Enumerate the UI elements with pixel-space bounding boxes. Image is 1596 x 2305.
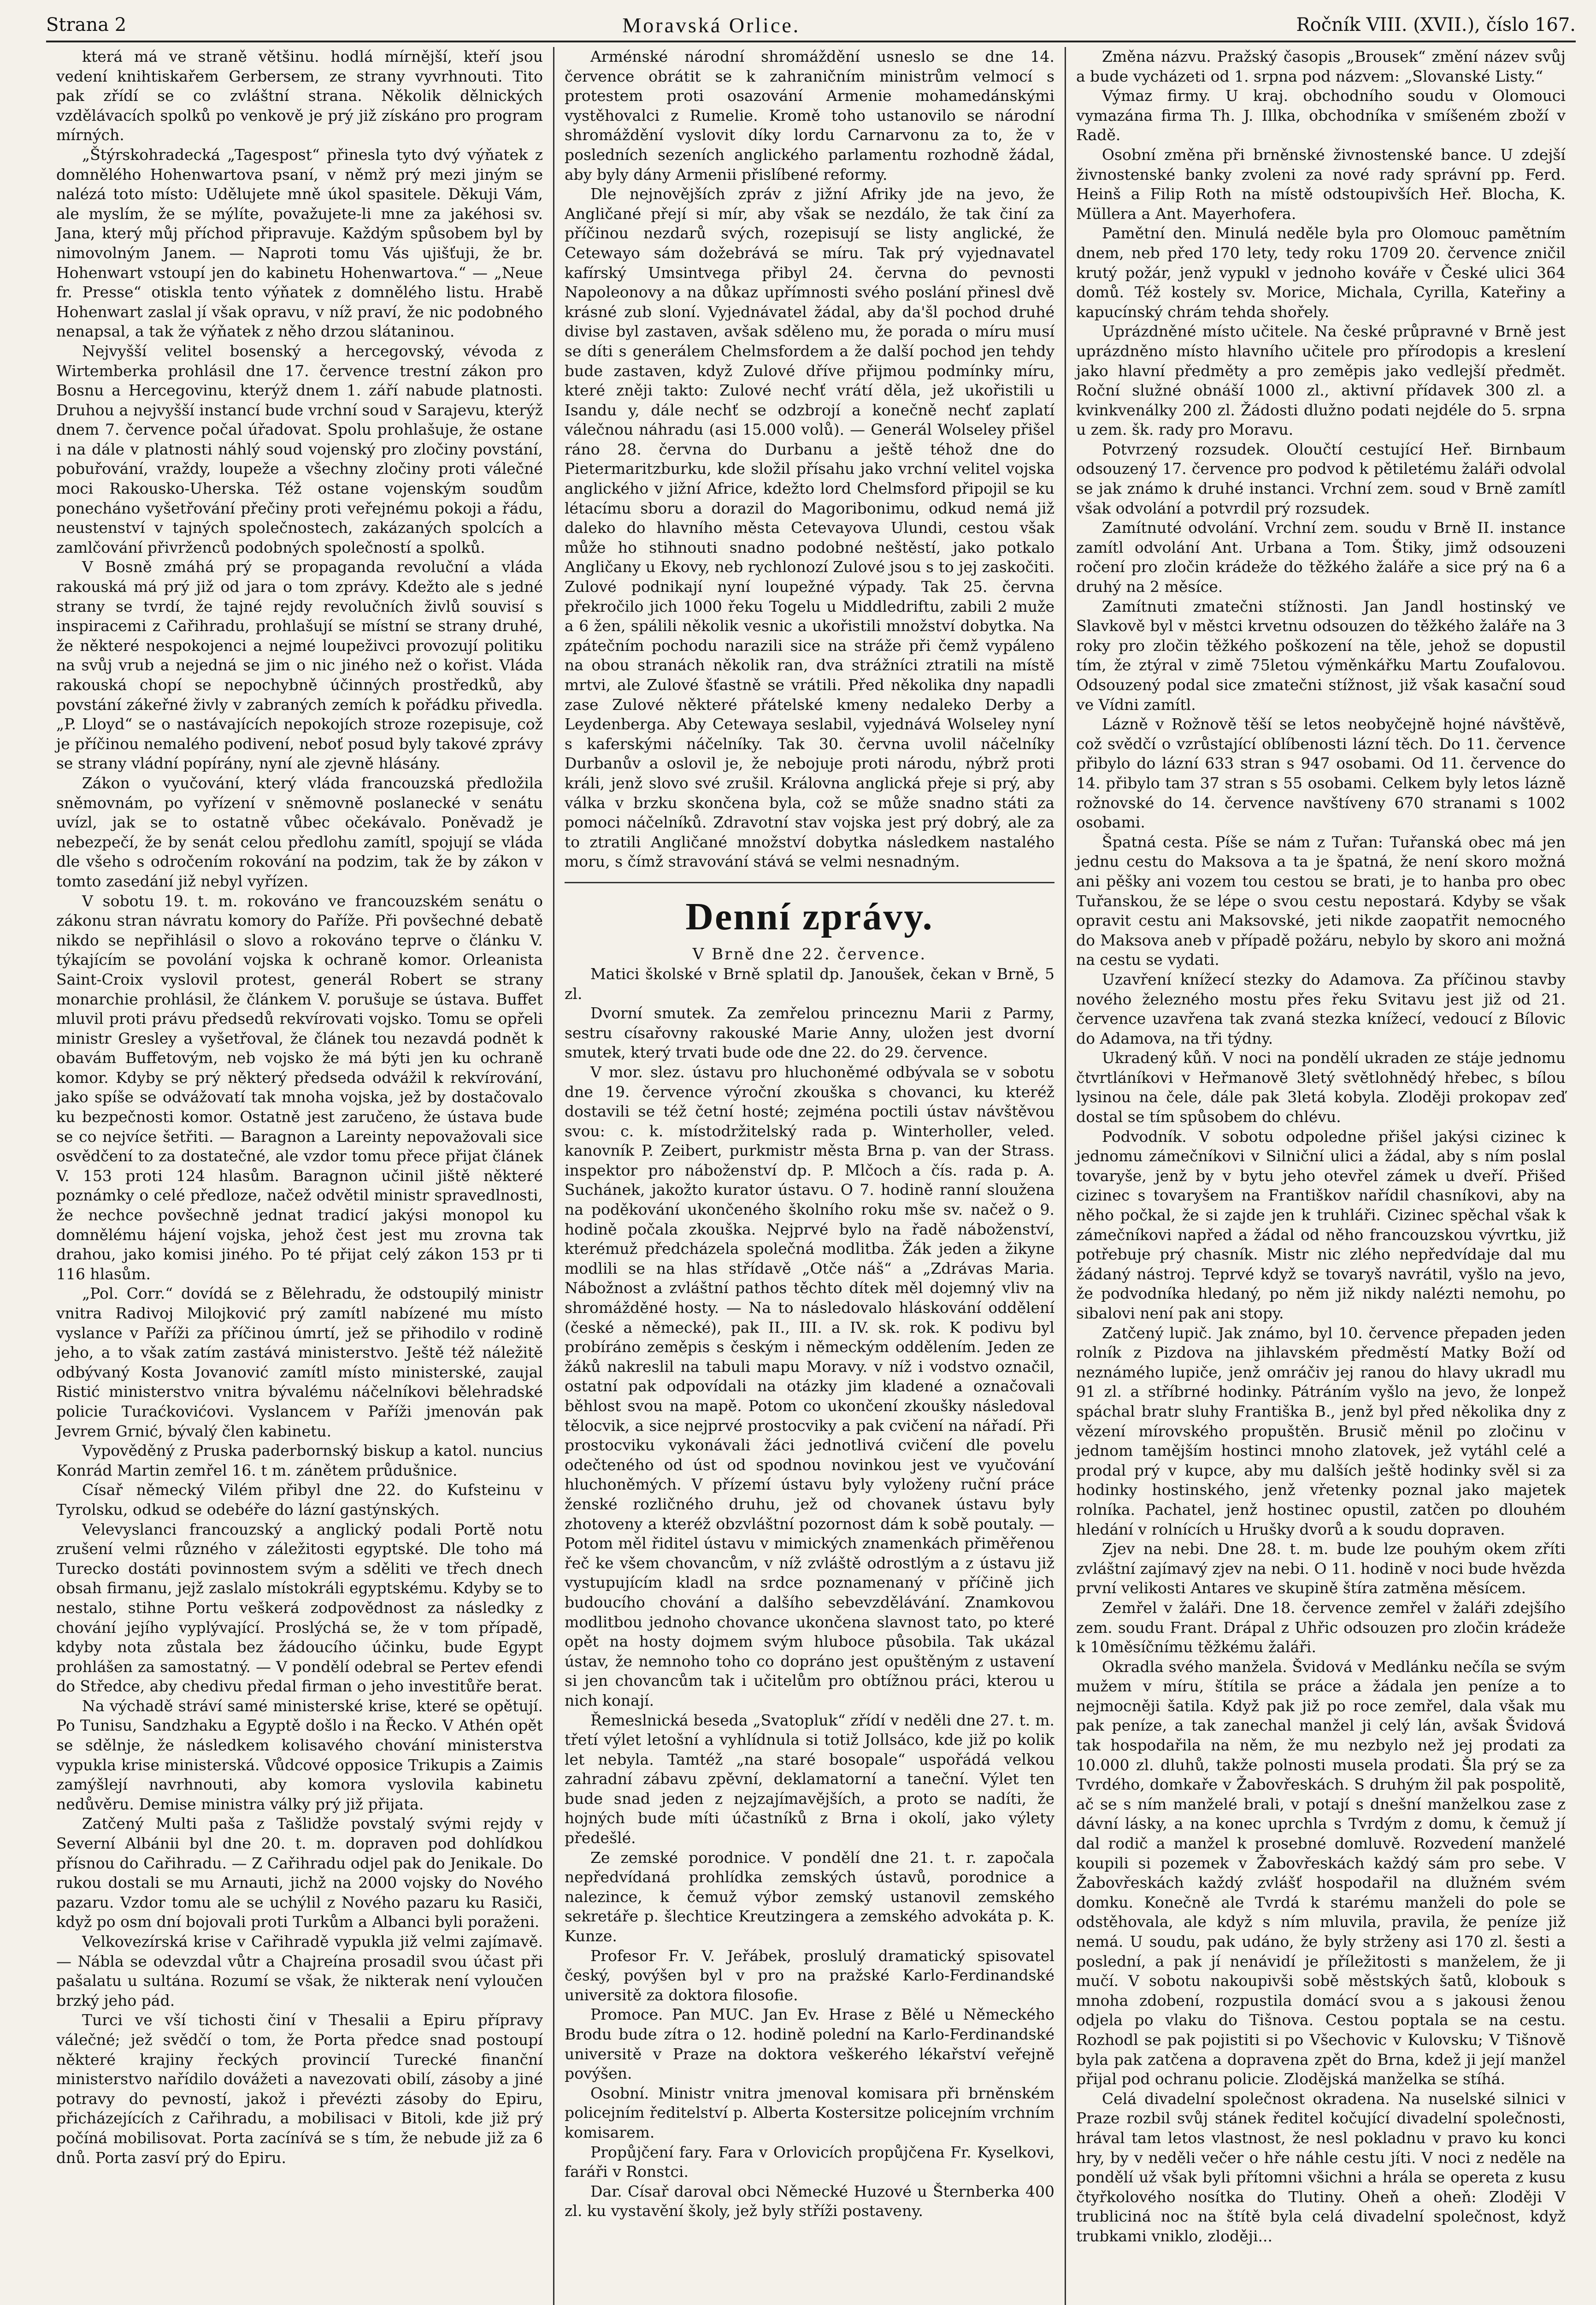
page-header bbox=[46, 12, 1576, 38]
column-1 bbox=[46, 47, 553, 2305]
article-paragraph: V Bosně zmáhá prý se propaganda revoluční a vláda rakouská má prý již od jara o tom zprávy. Kdežto ale s jedné strany se tvrdí, že tajné rejdy revolučních živlů souvisí s inspiracemi z Cařihradu, prohlašují se místní se strany druhé, že některé nespokojenci a nejmé loupeživci provozují politiku na svůj vrub a nejedná se jim o nic jiného než o kořist. Vláda rakouská chopí se nepochybně účinných prostředků, aby povstání zákeřné živly v zabraných zemích k pořádku přivedla. „P. Lloyd“ se o nastávajících nepokojích stroze rozepisuje, což je příčinou nemalého podivení, neboť posud byly takové zprávy se strany vládní popírány, nyní ale zjevně hlásány. bbox=[56, 558, 543, 773]
news-item: Dar. Císař daroval obci Německé Huzové u Šternberka 400 zl. ku vystavění školy, jež byly stříži postaveny. bbox=[565, 2182, 1054, 2220]
news-item: Změna názvu. Pražský časopis „Brousek“ změní název svůj a bude vycházeti od 1. srpna pod názvem: „Slovanské Listy.“ bbox=[1076, 47, 1566, 85]
header-rule bbox=[46, 41, 1576, 42]
article-paragraph: Turci ve vší tichosti činí v Thesalii a Epiru přípravy válečné; jež svědčí o tom, že Porta předce snad postoupí některé krajiny řeckých provincií Turecké finanční ministerstvo nařídilo dovážeti a navezovati obilí, zásoby a jiné potravy do pevností, jakož i převézti zásoby do Epiru, přicházejících z Cařihradu, a mobilisaci v Bitoli, kde již prý počíná mobilisovat. Porta zacínívá se s tím, že nebude již za 6 dnů. Porta zasví prý do Epiru. bbox=[56, 2011, 543, 2167]
section-heading: Denní zprávy. bbox=[685, 895, 934, 938]
article-paragraph: Vypověděný z Pruska paderbornský biskup a katol. nuncius Konrád Martin zemřel 16. t m. zánětem průdušnice. bbox=[56, 1442, 543, 1479]
article-paragraph: která má ve straně většinu. hodlá mírnější, kteří jsou vedení knihtiskařem Gerbersem, ze strany vyvrhnouti. Tito pak zřídí se co zvláštní strana. Několik dělnických vzdělávacích spolků po venkově je prý již získáno pro program mírných. bbox=[56, 47, 543, 144]
columns bbox=[46, 47, 1576, 2305]
article-paragraph: „Pol. Corr.“ dovídá se z Bělehradu, že odstoupilý ministr vnitra Radivoj Milojković prý zamítl nabízené mu místo vyslance v Paříži za příčinou úmrtí, jež se přihodilo v rodině jeho, a to však zatím zastává ministerstvo. Ještě též náležitě odbývaný Kosta Jovanović zamítl místo ministerské, zaujal Ristić ministerstvo vnitra bývalému náčelníkovi bělehradské policie Turaćkovićovi. Vyslancem v Paříži jmenován pak Jevrem Grnić, bývalý člen kabinetu. bbox=[56, 1284, 543, 1440]
news-item: Ze zemské porodnice. V pondělí dne 21. t. r. započala nepředvídaná prohlídka zemských ústavů, porodnice a nalezince, k čemuž výbor zemský ustanovil zemského sekretáře p. šlechtice Kreutzingera a zemského advokáta p. K. Kunze. bbox=[565, 1848, 1054, 1945]
news-item: Matici školské v Brně splatil dp. Janoušek, čekan v Brně, 5 zl. bbox=[565, 964, 1054, 1003]
news-item: Profesor Fr. V. Jeřábek, proslulý dramatický spisovatel český, povýšen byl v pro na pražské Karlo-Ferdinandské universitě za doktora filosofie. bbox=[565, 1946, 1054, 2004]
article-paragraph: V sobotu 19. t. m. rokováno ve francouzském senátu o zákonu stran návratu komory do Paříže. Při povšechné debatě nikdo se nepřihlásil o slovo a rokováno teprve o článku V. týkajícím se povolání vojska k ochraně komor. Orleanista Saint-Croix vyslovil protest, generál Robert se strany monarchie prohlásil, že článkem V. porušuje se ústava. Buffet mluvil proti právu předsedů rekvírovati vojsko. Tomu se opřeli ministr Gresley a vyšetřoval, že článek tou nezavdá podnět k obavám Buffetovým, neb vojsko že má býti jen ku ochraně komor. Kdyby se prý některý předseda odvážil k rekvírování, jako spíše se odvážovatí tak mnoha vojska, jež by dostačovalo ku bezpečnosti komor. Ostatně jest zaručeno, že ústava bude se co nejvíce šetřiti. — Baragnon a Lareinty nepovažovali sice osvědčení to za dostatečné, ale vzdor tomu přece přijat článek V. 153 proti 124 hlasům. Baragnon učinil jiště některé poznámky o celé předloze, načež odvětil ministr spravedlnosti, že nechce povšechně jednat tradicí jakýsi monopol ku domnělému hájení vojska, jehož čest jest mu zrovna tak drahou, jako komisi jiného. Po té přijat celý zákon 153 pr ti 116 hlasům. bbox=[56, 892, 543, 1283]
article-paragraph: Nejvyšší velitel bosenský a hercegovský, vévoda z Wirtemberka prohlásil dne 17. července trestní zákon pro Bosnu a Hercegovinu, kterýž dnem 1. září nabude platnosti. Druhou a nejvyšší instancí bude vrchní soud v Sarajevu, kterýž dnem 7. července počal úřadovat. Spolu prohlašuje, že ostane i na dále v platnosti náhlý soud vojenský pro zločiny povstání, pobuřování, vraždy, loupeže a všechny zločiny proti válečné moci Rakousko-Uherska. Též ostane vojenským soudům ponecháno vyšetřování přečiny proti veřejnému pokoji a řádu, neustenství v tajných společnostech, zakázaných spolcích a zamlčování přivrženců podobných společností a spolků. bbox=[56, 342, 543, 556]
news-item: Špatná cesta. Píše se nám z Tuřan: Tuřanská obec má jen jednu cestu do Maksova a ta je špatná, že není skoro možná ani pěšky ani vozem tou cestou se brati, je to hanba pro obec Tuřanskou, že se lépe o svou cestu nepostará. Kdyby se však opravit cestu ani Maksovské, jeti nikde zaopatřit nemocného do Maksova aneb v případě požáru, nebylo by skoro ani možná na cestu se vydati. bbox=[1076, 833, 1566, 969]
news-item: Okradla svého manžela. Švidová v Medlánku nečíla se svým mužem v míru, štítila se práce a žádala jen peníze a to nejmocněji šatila. Když pak již po roce zemřel, dala však mu pak peníze, a tak zanechal manžel ji celý lán, avšak Švidová tak hospodařila na něm, že mu nezbylo než jej prodati za 10.000 zl. dluhů, takže polnosti musela prodati. Šla prý se za Tvrdého, domkaře v Žabovřeskách. S druhým žil pak pospolitě, ač se s ním manželé brali, v potají s dnešní manželkou zase z dávní lásky, a na konec uprchla s Tvrdým z domu, k čemuž jí dal rodič a manžel k prosebné domluvě. Rozvedení manželé koupili si pozemek v Žabovřeskách každý sám pro sebe. V Žabovřeskách každý zvlášť hospodařil na dlužném svém domku. Konečně ale Tvrdá k starému manželi do pole se odstěhovala, ale když s ním mluvila, pravila, že peníze již nemá. U soudu, pak udáno, že byly strženy asi 170 zl. šesti a poslední, a pak jí nenávidí je příležitosti s manželem, že ji mučí. V sobotu nakoupivši sobě městských šatů, klobouk s mnoha zdobení, rozpustila domácí svou a s jakousi ženou odjela po vlaku do Tišnova. Cestou poptala se na cestu. Rozhodl se pak pojistiti si po Všechovic v Kulovsku; V Tišnově byla pak zatčena a dopravena zpět do Brna, kdež ji její manžel přijal pod ochranu policie. Zlodějská manželka se stíhá. bbox=[1076, 1657, 1566, 2088]
news-item: Zatčený lupič. Jak známo, byl 10. července přepaden jeden rolník z Pizdova na jihlavském předměstí Matky Boží od neznámého lupiče, jenž omráčiv jej ranou do hlavy ukradl mu 91 zl. a stříbrné hodinky. Pátráním vyšlo na jevo, že lonpež spáchal bratr sluhy Františka B., jenž byl před několika dny z vězení mírovského propuštěn. Brusič měnil po zločinu v jednom tamějším hostinci mnoho zlatovek, jež vytáhl celé a prodal prý v kupce, aby mu dalších ještě hodinky svěl si za hodinky hostinského, jenž vřetenky poznal jako majetek rolníka. Pachatel, jenž hostinec opustil, zatčen po dlouhém hledání v rolnících u Hrušky dvorů a k soudu dopraven. bbox=[1076, 1324, 1566, 1538]
article-paragraph: Velevyslanci francouzský a anglický podali Portě notu zrušení velmi různého v záležitosti egyptské. Dle toho má Turecko dostáti povinnostem svým a sděliti ve třech dnech obsah firmanu, jejž zaslalo místokráli egyptskému. Kdyby se to nestalo, stihne Portu veškerá zodpovědnost za následky z chování jejího vyplývající. Proslýchá se, že v tom případě, kdyby nota zůstala bez žádoucího účinku, bude Egypt prohlášen za samostatný. — V pondělí odebral se Pertev efendi do Středce, aby chedivu předal firman o jeho investitůře berat. bbox=[56, 1520, 543, 1696]
news-item: Výmaz firmy. U kraj. obchodního soudu v Olomouci vymazána firma Th. J. Illka, obchodníka v smíšeném zboží v Radě. bbox=[1076, 87, 1566, 144]
news-item: Potvrzený rozsudek. Oloučtí cestující Heř. Birnbaum odsouzený 17. července pro podvod k pětiletému žaláři odvolal se jak známo k druhé instanci. Vrchní zem. soud v Brně zamítl však odvolání a potvrdil prý rozsudek. bbox=[1076, 440, 1566, 517]
news-item: Lázně v Rožnově těší se letos neobyčejně hojné návštěvě, což svědčí o vzrůstající oblíbenosti lázní těch. Do 11. července přibylo do lázní 633 stran s 947 osobami. Od 11. července do 14. přibylo tam 37 stran s 55 osobami. Celkem byly letos lázně rožnovské do 14. července navštíveny 670 stranami s 1002 osobami. bbox=[1076, 715, 1566, 832]
page-number: Strana 2 bbox=[46, 14, 127, 35]
news-item: Zjev na nebi. Dne 28. t. m. bude lze pouhým okem zříti zvláštní zajímavý zjev na nebi. O 11. hodině v noci bude hvězda první velikosti Antares ve skupině štíra zatměna měsícem. bbox=[1076, 1540, 1566, 1597]
news-item: Zemřel v žaláři. Dne 18. července zemřel v žaláři zdejšího zem. soudu Frant. Drápal z Uhřic odsouzen pro zločin krádeže k 10měsíčnímu těžkému žaláři. bbox=[1076, 1598, 1566, 1656]
news-item: Dvorní smutek. Za zemřelou princeznu Marii z Parmy, sestru císařovny rakouské Marie Anny, uložen jest dvorní smutek, který trvati bude ode dne 22. do 29. července. bbox=[565, 1004, 1054, 1062]
news-item: Osobní. Ministr vnitra jmenoval komisara při brněnském policejním ředitelství p. Alberta Kostersitze policejním vrchním komisarem. bbox=[565, 2084, 1054, 2141]
article-paragraph: Dle nejnovějších zpráv z jižní Afriky jde na jevo, že Angličané přejí si mír, aby však se nezdálo, že tak činí za příčinou nezdarů svých, rozepisují se listy anglické, že Cetewayo sám dožebrává se míru. Tak prý vyjednavatel kafírský Umsintvega přibyl 24. června do pevnosti Napoleonovy a na důkaz upřímnosti svého poslání přinesl dvě krásné zub sloní. Vyjednávatel žádal, aby da'šl pochod druhé divise byl zastaven, avšak sděleno mu, že porada o míru musí se díti s generálem Chelmsfordem a že další pochod jen tehdy bude zastaven, když Zulové dříve přijmou podmínky míru, které zněji takto: Zulové nechť vrátí děla, jež ukořistili u Isandu y, dále nechť se odzbrojí a konečně nechť zaplatí válečnou náhradu (asi 15.000 volů). — Generál Wolseley přišel ráno 28. června do Durbanu a ještě téhož dne do Pietermaritzburku, kde složil přísahu jako vrchní velitel vojska anglického v jižní Africe, kdežto lord Chelmsford připojil se ku létacímu sboru a dorazil do Magoribonimu, odkud nemá již daleko do hlavního města Cetevayova Ulundi, cestou však může ho stihnouti snadno podobné neštěstí, jako potkalo Angličany u Ekovy, neb rychlonozí Zulové jsou s to jej zaskočiti. Zulové podnikají nyní loupežné výpady. Tak 25. června překročilo jich 1000 řeku Togelu u Middledriftu, zabili 2 muže a 6 žen, spálili několik vesnic a ukořistili množství dobytka. Na zpátečním pochodu narazili sice na stráže při čemž vypáleno na obou stranách několik ran, dva strážníci ztratili na místě mrtvi, ale Zulové šťastně se vrátili. Před několika dny napadli zase Zulové některé přátelské kmeny nedaleko Derby a Leydenberga. Aby Cetewaya seslabil, vyjednává Wolseley nyní s kaferskými náčelníky. Tak 30. června uvolil náčelníky Durbanův a oslovil je, že nebojuje proti národu, nýbrž proti králi, jenž slovo své zrušil. Královna anglická přeje si prý, aby válka v brzku skončena byla, což se může snadno státi za pomoci náčelníků. Zdravotní stav vojska jest prý dobrý, ale za to ztratili Angličané množství dobytka následkem nastalého moru, s čímž stravování stává se velmi nesnadným. bbox=[565, 185, 1054, 871]
news-item: Zamítnuti zmatečni stížnosti. Jan Jandl hostinský ve Slavkově byl v městci krvetnu odsouzen do těžkého žaláře na 3 roky pro zločin těžkého poškození na těle, jehož se dopustil tím, že ztýral v zimě 75letou výměnkářku Martu Zoufalovou. Odsouzený podal sice zmatečni stížnost, již však kasační soud ve Vídni zamítl. bbox=[1076, 597, 1566, 714]
masthead-title: Moravská Orlice. bbox=[622, 13, 801, 37]
article-paragraph: „Štýrskohradecká „Tagespost“ přinesla tyto dvý výňatek z domnělého Hohenwartova psaní, v němž prý mezi jiným se nalézá toto místo: Udělujete mně úkol spasitele. Děkuji Vám, ale myslím, že se mýlíte, považujete-li mne za jakéhosi sv. Jana, který můj příchod připravuje. Každým spůsobem byl by nimovolným Janem. — Naproti tomu Vás ujišťuji, že br. Hohenwart vstoupí jen do kabinetu Hohenwartova.“ — „Neue fr. Presse“ otiskla tento výňatek z domnělého listu. Hrabě Hohenwart zaslal jí však opravu, v níž praví, že nic podobného nenapsal, a tak že výňatek z něho drzou slátaninou. bbox=[56, 145, 543, 341]
news-item: Podvodník. V sobotu odpoledne přišel jakýsi cizinec k jednomu zámečníkovi v Silniční ulici a žádal, aby s ním poslal tovaryše, jenž by v bytu jeho otevřel zámek u dveří. Přišed cizinec s tovaryšem na Františkov nařídil chasníkovi, aby na něho počkal, že si zajde jen k truhláři. Cizinec spěchal však k zámečníkovi napřed a žádal od něho francouzskou vývrtku, již potřebuje prý chasník. Mistr nic zlého nepředvídaje dal mu žádaný nástroj. Teprvé když se tovaryš navrátil, vyšlo na jevo, že podvodníka hledaný, po něm již nikdy nalézti nemohu, po sibalovi není pak ani stopy. bbox=[1076, 1127, 1566, 1322]
news-item: Řemeslnická beseda „Svatopluk“ zřídí v neděli dne 27. t. m. třetí výlet letošní a vyhlídnula si totiž Jollsáco, kde již po kolik let nebyla. Tamtéž „na staré bosopale“ uspořádá velkou zahradní zábavu zpěvní, deklamatorní a taneční. Výlet ten bude snad jeden z nejzajímavějších, a proto se nadíti, že hojných bude míti účastníků z Brna i okolí, jako výlety předešlé. bbox=[565, 1711, 1054, 1847]
column-3 bbox=[1065, 47, 1576, 2305]
column-2 bbox=[553, 47, 1065, 2305]
news-item: Propůjčení fary. Fara v Orlovicích propůjčena Fr. Kyselkovi, faráři v Ronstci. bbox=[565, 2143, 1054, 2181]
issue-info: Ročník VIII. (XVII.), číslo 167. bbox=[1296, 14, 1576, 35]
news-item: Uzavření knížecí stezky do Adamova. Za příčinou stavby nového železného mostu přes řeku Svitavu jest již od 21. července uzavřena tak zvaná stezka knížecí, vedoucí z Bílovic do Adamova, na tři týdny. bbox=[1076, 970, 1566, 1047]
article-paragraph: Zákon o vyučování, který vláda francouzská předložila sněmovnám, po vyřízení v sněmovně poslanecké v senátu uvízl, jak se to ostatně vůbec očekávalo. Poněvadž je nebezpečí, že by senát celou předlohu zamítl, spojují se vláda dle všeho s odročením rokování na podzim, tak že by zákon v tomto zasedání již nebyl vyřízen. bbox=[56, 774, 543, 890]
section-divider bbox=[565, 882, 1054, 883]
news-item: Pamětní den. Minulá neděle byla pro Olomouc pamětním dnem, neb před 170 lety, tedy roku 1709 20. července zničil krutý požár, jenž vypukl v jednoho kováře v České ulici 364 domů. Též kostely sv. Morice, Michala, Cyrilla, Kateřiny a kapucínský chrám tehda shořely. bbox=[1076, 224, 1566, 321]
article-paragraph: Zatčený Multi paša z Tašlidže povstalý svými rejdy v Severní Albánii byl dne 20. t. m. dopraven pod dohlídkou přísnou do Cařihradu. — Z Cařihradu odjel pak do Jenikale. Do rukou dostali se mu Arnauti, jichž na 2000 vojsky do Nového pazaru. Vzdor tomu ale se uchýlil z Nového pazaru ku Rasiči, když po osm dní bojovali proti Turkům a Albanci byli poraženi. bbox=[56, 1814, 543, 1931]
news-item: Celá divadelní společnost okradena. Na nuselské silnici v Praze rozbil svůj stánek ředitel kočující divadelní společnosti, hrával tam letos vlastnost, že nesl pokladnu v pravo ku konci hry, by v neděli večer o hře náhle cestu jíti. V noci z neděle na pondělí už však byli přítomni všichni a hrála se opereta z kusu čtyřkolového nosítka do Tlutiny. Oheň a oheň: Zloději V trubliciná noc na štítě byla celá divadelní společnost, když trubkami vniklo, zloději... bbox=[1076, 2089, 1566, 2245]
news-item: Zamítnuté odvolání. Vrchní zem. soudu v Brně II. instance zamítl odvolání Ant. Urbana a Tom. Štiky, jimž odsouzeni ročení pro zločin krádeže do těžkého žaláře a sice prý na 6 a druhý na 2 měsíce. bbox=[1076, 519, 1566, 596]
news-item: Promoce. Pan MUC. Jan Ev. Hrase z Bělé u Německého Brodu bude zítra o 12. hodině polední na Karlo-Ferdinandské universitě v Praze na doktora veškerého lékařství veřejně povýšen. bbox=[565, 2005, 1054, 2083]
article-paragraph: Na výchadě stráví samé ministerské krise, které se opětují. Po Tunisu, Sandzhaku a Egyptě došlo i na Řecko. V Athén opět se sdělnje, že následkem kolisavého chování ministerstva vypukla krise ministerská. Vůdcové opposice Trikupis a Zaimis zamýšlejí navrhnouti, aby komora vyslovila kabinetu nedůvěru. Demise ministra války prý již přijata. bbox=[56, 1696, 543, 1813]
news-item: Ukradený kůň. V noci na pondělí ukraden ze stáje jednomu čtvrtláníkovi v Heřmanově 3letý světlohnědý hřebec, s bílou lysinou na čele, dále pak 3letá kobyla. Zloději prokopav zeď dostal se tím spůsobem do chlévu. bbox=[1076, 1049, 1566, 1126]
dateline: V Brně dne 22. července. bbox=[692, 945, 927, 963]
news-item: Osobní změna při brněnské živnostenské bance. U zdejší živnostenské banky zvoleni za nové rady správní pp. Ferd. Heinš a Filip Roth na místě odstoupivších Heř. Blocha, K. Müllera a Ant. Mayerhofera. bbox=[1076, 145, 1566, 223]
news-item: V mor. slez. ústavu pro hluchoněmé odbývala se v sobotu dne 19. července výroční zkouška s chovanci, ku kteréž dostavili se též četní hosté; zejména poctili ústav návštěvou svou: c. k. místodržitelský rada p. Winterholler, veled. kanovník P. Zeibert, purkmistr města Brna p. van der Strass. inspektor pro náboženství dp. P. Mlčoch a čís. rada p. A. Suchánek, jakožto kurator ústavu. O 7. hodině ranní sloužena na poděkování ukončeného školního roku mše sv. načež o 9. hodině počala zkouška. Nejprvé bylo na řadě náboženství, kterémuž předcházela společná modlitba. Žák jeden a žikyne modlili se na hlas střídavě „Otče náš“ a „Zdrávas Maria. Nábožnost a zvláštní pathos těchto dítek měl dojemný vliv na shromážděné hosty. — Na to následovalo hláskování oddělení (české a německé), pak II., III. a IV. sk. rok. K podivu byl probíráno zeměpis s českým i německým oddělením. Jeden ze žáků nakreslil na tabuli mapu Moravy. v níž i vodstvo označil, ostatní pak odpovídali na otázky jim kladené a označovali běhlost svou na mapě. Potom co ukončení zkoušky následoval tělocvik, a sice nejprvé prostocviky a pak cvičení na nářadí. Při prostocviku vykonávali žáci jednotlivá cvičení dle povelu odečteného od úst od spodnou novinkou jest ve vyučování hluchoněmých. V přízemí ústavu byly vyloženy ruční práce ženské rozličného druhu, jež od chovanek ústavu byly zhotoveny a kteréž obzvláštní pozornost dám k sobě poutaly. — Potom měl řiditel ústavu v mimických znamenkách přiměřenou řeč ke všem chovancům, v níž zvláště odrostlým a z ústavu již vystupujícím kladl na srdce poznamenaný v příčině jich budoucího chování a dalšího sebevzdělávání. Znamkovou modlitbou jednoho chovance ukončena slavnost tato, po které opět na hosty dojmem svým hluboce působila. Tak ukázal ústav, že nemnoho toho co dopráno jest opuštěným z ustavení si jen chovancům tak i učitelům pro obtížnou práci, kterou u nich konají. bbox=[565, 1063, 1054, 1709]
article-paragraph: Císař německý Vilém přibyl dne 22. do Kufsteinu v Tyrolsku, odkud se odebéře do lázní gastýnských. bbox=[56, 1481, 543, 1519]
article-paragraph: Arménské národní shromáždění usneslo se dne 14. července obrátit se k zahraničním ministrům velmocí s protestem proti osazování Armenie mohamedánskými vystěhovalci z Rumelie. Kromě toho ustanovilo se národní shromáždění vyslovit díky lordu Carnarvonu za to, že v posledních sezeních anglického parlamentu rozhodně žádal, aby byly dány Armenii přislíbené reformy. bbox=[565, 47, 1054, 183]
article-paragraph: Velkovezírská krise v Cařihradě vypukla již velmi zajímavě. — Nábla se odevzdal vůtr a Chajreína prosadil svou účast při pašalatu u sultána. Rozumí se však, že nikterak není vyloučen brzký jeho pád. bbox=[56, 1933, 543, 2009]
news-item: Uprázdněné místo učitele. Na české průpravné v Brně jest uprázdněno místo hlavního učitele pro přírodopis a kreslení jako hlavní předměty a pro zeměpis jako vedlejší předmět. Roční služné obnáší 1000 zl., aktivní přídavek 300 zl. a kvinkvenálky 200 zl. Žádosti dlužno podati nejdéle do 5. srpna u zem. šk. rady pro Moravu. bbox=[1076, 322, 1566, 439]
